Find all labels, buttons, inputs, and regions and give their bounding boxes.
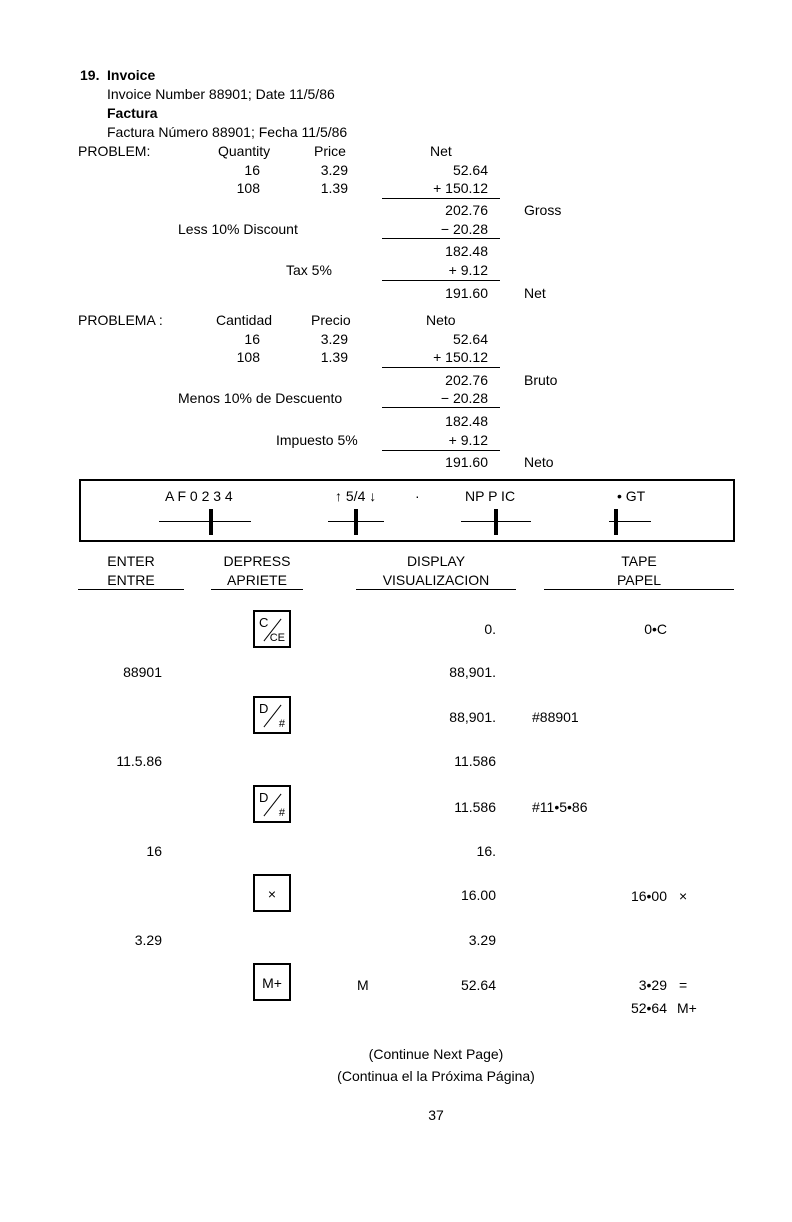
display-value: 11.586	[454, 799, 496, 815]
gross-label: Bruto	[524, 372, 558, 388]
discount-label: Menos 10% de Descuento	[178, 390, 343, 406]
key-label: M+	[262, 975, 282, 991]
total-value: 191.60	[445, 454, 488, 470]
header-tape: TAPE	[621, 553, 657, 569]
display-value: 88,901.	[449, 664, 496, 680]
key-bottom-label: CE	[269, 632, 285, 644]
key-bottom-label: #	[278, 807, 285, 819]
tape-value: 0•C	[644, 621, 667, 637]
memory-plus-key[interactable]	[253, 963, 291, 1001]
display-value: 0.	[484, 621, 496, 637]
switch-2-label: ↑ 5/4 ↓	[335, 488, 377, 504]
tape-symbol: ×	[679, 888, 688, 904]
tape-value: 3•29	[638, 977, 667, 993]
row1-net: 52.64	[452, 331, 488, 347]
divider	[382, 407, 500, 408]
enter-value: 88901	[123, 664, 162, 680]
grand-total-switch[interactable]	[609, 507, 651, 537]
header-entre: ENTRE	[107, 572, 155, 588]
row2-qty: 108	[236, 180, 260, 196]
key-bottom-label: #	[278, 718, 285, 730]
discount-label: Less 10% Discount	[178, 221, 298, 237]
enter-value: 11.5.86	[116, 753, 162, 769]
enter-value: 16	[146, 843, 162, 859]
tax-label: Impuesto 5%	[276, 432, 358, 448]
gross-value: 202.76	[445, 202, 488, 218]
tax-label: Tax 5%	[286, 262, 332, 278]
separator-dot: ·	[415, 488, 420, 504]
tax-value: + 9.12	[448, 262, 488, 278]
display-value: 11.586	[454, 753, 496, 769]
tax-value: + 9.12	[448, 432, 488, 448]
subtitle-es: Factura Número 88901; Fecha 11/5/86	[107, 124, 348, 140]
decimal-selector-switch[interactable]	[159, 507, 251, 537]
header-display: DISPLAY	[406, 553, 466, 569]
problem-en-label: PROBLEM:	[78, 143, 151, 159]
date-number-key[interactable]	[253, 696, 291, 734]
total-label: Net	[524, 285, 546, 301]
continue-next-page: (Continue Next Page)	[368, 1046, 504, 1062]
tape-value: #88901	[532, 709, 579, 725]
row2-price: 1.39	[320, 180, 348, 196]
switch-panel	[79, 479, 735, 542]
row1-qty: 16	[244, 331, 260, 347]
row2-qty: 108	[236, 349, 260, 365]
row2-net: + 150.12	[433, 349, 488, 365]
row1-qty: 16	[244, 162, 260, 178]
enter-value: 3.29	[134, 932, 162, 948]
problem-es-label: PROBLEMA :	[78, 312, 163, 328]
row2-price: 1.39	[320, 349, 348, 365]
col-price: Price	[314, 143, 346, 159]
switch-1-label: A F 0 2 3 4	[165, 488, 233, 504]
tape-symbol: =	[679, 977, 688, 993]
header-enter: ENTER	[107, 553, 155, 569]
key-top-label: D	[259, 790, 269, 805]
memory-indicator: M	[357, 977, 369, 993]
total-value: 191.60	[445, 285, 488, 301]
key-top-label: D	[259, 701, 269, 716]
divider	[382, 238, 500, 239]
key-label: ×	[267, 886, 277, 902]
total-label: Neto	[524, 454, 554, 470]
switch-3-label: NP P IC	[465, 488, 516, 504]
header-underline	[356, 589, 516, 590]
header-underline	[544, 589, 734, 590]
col-precio: Precio	[311, 312, 351, 328]
header-underline	[78, 589, 184, 590]
row1-price: 3.29	[320, 331, 348, 347]
tape-value: 16•00	[630, 888, 667, 904]
divider	[382, 450, 500, 451]
row1-price: 3.29	[320, 162, 348, 178]
title-en: Invoice	[107, 67, 156, 83]
gross-label: Gross	[524, 202, 562, 218]
divider	[382, 280, 500, 281]
title-es: Factura	[107, 105, 158, 121]
page-number: 37	[428, 1107, 444, 1123]
discount-value: − 20.28	[440, 390, 488, 406]
col-cantidad: Cantidad	[216, 312, 273, 328]
display-value: 52.64	[460, 977, 496, 993]
date-number-key[interactable]	[253, 785, 291, 823]
gross-value: 202.76	[445, 372, 488, 388]
switch-4-label: • GT	[617, 488, 646, 504]
subtotal-value: 182.48	[445, 243, 488, 259]
key-top-label: C	[259, 615, 269, 630]
display-value: 16.00	[460, 887, 496, 903]
header-apriete: APRIETE	[227, 572, 287, 588]
display-value: 16.	[476, 843, 496, 859]
clear-entry-key[interactable]	[253, 610, 291, 648]
print-mode-switch[interactable]	[461, 507, 531, 537]
rounding-switch[interactable]	[328, 507, 384, 537]
continue-next-page-es: (Continua el la Próxima Página)	[337, 1068, 535, 1084]
problem-number: 19.	[80, 67, 100, 83]
header-underline	[211, 589, 303, 590]
header-depress: DEPRESS	[223, 553, 291, 569]
discount-value: − 20.28	[440, 221, 488, 237]
subtotal-value: 182.48	[445, 413, 488, 429]
col-net: Net	[430, 143, 452, 159]
col-quantity: Quantity	[218, 143, 271, 159]
row2-net: + 150.12	[433, 180, 488, 196]
col-neto: Neto	[426, 312, 456, 328]
display-value: 3.29	[468, 932, 496, 948]
subtitle-en: Invoice Number 88901; Date 11/5/86	[107, 86, 335, 102]
divider	[382, 367, 500, 368]
tape-value: #11•5•86	[532, 799, 588, 815]
header-visualizacion: VISUALIZACION	[382, 572, 490, 588]
divider	[382, 198, 500, 199]
display-value: 88,901.	[449, 709, 496, 725]
tape-symbol: M+	[677, 1000, 697, 1016]
tape-value: 52•64	[630, 1000, 667, 1016]
header-papel: PAPEL	[616, 572, 662, 588]
row1-net: 52.64	[452, 162, 488, 178]
multiply-key[interactable]	[253, 874, 291, 912]
